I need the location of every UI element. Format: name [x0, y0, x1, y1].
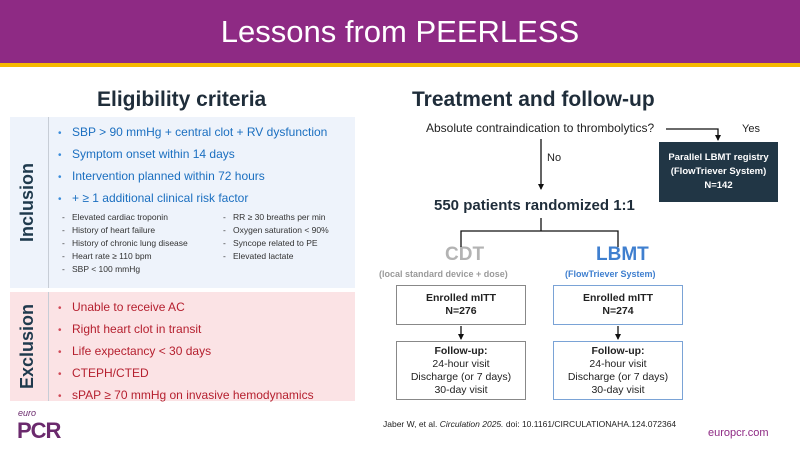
- inclusion-label-wrap: [10, 117, 45, 288]
- cdt-arm-name: CDT: [445, 244, 485, 265]
- lbmt-followup-item: 24-hour visit: [589, 357, 647, 370]
- europcr-logo: PCR: [17, 418, 61, 443]
- inclusion-divider: [48, 117, 49, 288]
- cdt-followup-title: Follow-up:: [434, 344, 488, 357]
- inclusion-item: • + ≥ 1 additional clinical risk factor: [58, 187, 327, 209]
- no-label: No: [547, 152, 562, 164]
- slide-title: Lessons from PEERLESS: [220, 13, 580, 49]
- exclusion-label: Exclusion: [17, 303, 37, 390]
- reference-journal: Circulation 2025.: [439, 419, 504, 429]
- contraindication-question: Absolute contraindication to thrombolytics?: [426, 121, 655, 135]
- inclusion-panel: [10, 117, 355, 288]
- arrow-yes-to-registry: [666, 129, 718, 140]
- lbmt-arm-subtitle: (FlowTriever System): [565, 269, 656, 279]
- title-accent-line: [0, 63, 800, 67]
- cdt-followup-item: 30-day visit: [434, 383, 488, 396]
- lbmt-enrolled-label: Enrolled mITT: [582, 292, 653, 304]
- exclusion-list: [58, 296, 314, 406]
- inclusion-item: • SBP > 90 mmHg + central clot + RV dysfunction: [58, 121, 327, 143]
- cdt-arm-subtitle: (local standard device + dose): [379, 269, 508, 279]
- exclusion-divider: [48, 292, 49, 401]
- lbmt-enrolled-box: [553, 285, 683, 325]
- yes-label: Yes: [742, 123, 760, 135]
- inclusion-label: Inclusion: [17, 162, 38, 243]
- cdt-followup-item: Discharge (or 7 days): [410, 370, 512, 383]
- inclusion-item: • Intervention planned within 72 hours: [58, 165, 327, 187]
- exclusion-label-wrap: [10, 292, 45, 401]
- cdt-followup-item: 24-hour visit: [432, 357, 490, 370]
- lbmt-followup-box: [553, 341, 683, 400]
- title-bar: [0, 0, 800, 63]
- lbmt-enrolled-count: N=274: [602, 305, 634, 317]
- risk-factor-item: - Elevated lactate: [223, 250, 329, 263]
- risk-factor-item: - Syncope related to PE: [223, 237, 329, 250]
- cdt-enrolled-count: N=276: [445, 305, 477, 317]
- registry-box: [659, 142, 778, 202]
- registry-title: Parallel LBMT registry: [668, 152, 769, 163]
- lbmt-arm-name: LBMT: [596, 244, 649, 265]
- risk-factor-item: - RR ≥ 30 breaths per min: [223, 211, 329, 224]
- risk-factor-list-1: [62, 211, 188, 276]
- risk-factor-item: - SBP < 100 mmHg: [62, 263, 188, 276]
- exclusion-item: • Right heart clot in transit: [58, 318, 314, 340]
- randomized-label: 550 patients randomized 1:1: [434, 197, 635, 214]
- registry-device: (FlowTriever System): [670, 166, 767, 177]
- reference-citation: [383, 419, 676, 429]
- risk-factor-item: - Oxygen saturation < 90%: [223, 224, 329, 237]
- reference-authors: Jaber W, et al.: [383, 419, 438, 429]
- lbmt-followup-item: Discharge (or 7 days): [567, 370, 669, 383]
- registry-count: N=142: [704, 180, 733, 191]
- inclusion-item: • Symptom onset within 14 days: [58, 143, 327, 165]
- exclusion-panel: [10, 292, 355, 401]
- risk-factor-item: - History of chronic lung disease: [62, 237, 188, 250]
- cdt-enrolled-box: [396, 285, 526, 325]
- site-url: europcr.com: [708, 427, 769, 439]
- reference-doi: doi: 10.1161/CIRCULATIONAHA.124.072364: [505, 419, 677, 429]
- cdt-followup-box: [396, 341, 526, 400]
- risk-factor-list-2: [223, 211, 329, 263]
- eligibility-heading: Eligibility criteria: [97, 88, 267, 111]
- exclusion-item: • Unable to receive AC: [58, 296, 314, 318]
- cdt-enrolled-label: Enrolled mITT: [425, 292, 496, 304]
- lbmt-followup-title: Follow-up:: [591, 344, 645, 357]
- risk-factor-item: - History of heart failure: [62, 224, 188, 237]
- exclusion-item: • sPAP ≥ 70 mmHg on invasive hemodynamics: [58, 384, 314, 406]
- connector-randomized-split: [461, 231, 618, 247]
- treatment-heading: Treatment and follow-up: [412, 88, 655, 111]
- europcr-logo-small: euro: [18, 408, 37, 418]
- risk-factor-item: - Heart rate ≥ 110 bpm: [62, 250, 188, 263]
- exclusion-item: • Life expectancy < 30 days: [58, 340, 314, 362]
- lbmt-followup-item: 30-day visit: [591, 383, 645, 396]
- inclusion-list: [58, 121, 327, 209]
- exclusion-item: • CTEPH/CTED: [58, 362, 314, 384]
- risk-factor-item: - Elevated cardiac troponin: [62, 211, 188, 224]
